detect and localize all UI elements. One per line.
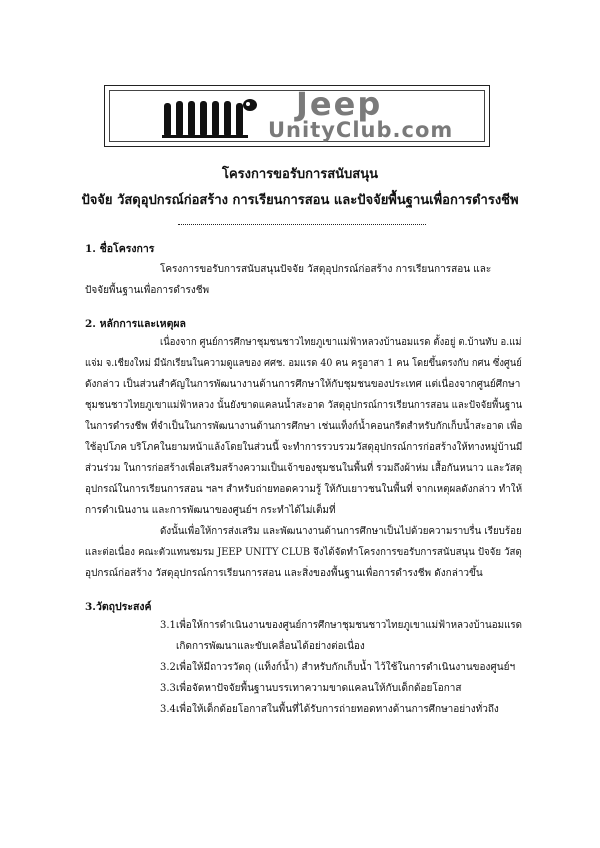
section-2-line: ส่วนร่วม ในการก่อสร้างเพื่อเสริมสร้างความเป็นเจ้าของชุมชนในพื้นที่ รวมถึงผ้าห่ม เสื้อกันหนาว และวัสดุ	[85, 463, 523, 474]
section-1-heading: 1. ชื่อโครงการ	[85, 243, 155, 255]
section-2-line: ดังกล่าว เป็นส่วนสำคัญในการพัฒนางานด้านการศึกษาให้กับชุมชนของประเทศ แต่เนื่องจากศูนย์ศึกษา	[85, 379, 521, 390]
section-2-line: เนื่องจาก ศูนย์การศึกษาชุมชนชาวไทยภูเขาแม่ฟ้าหลวงบ้านอมแรด ตั้งอยู่ ต.บ้านทับ อ.แม่	[160, 337, 522, 348]
section-2-line: ในการดำรงชีพ ที่จำเป็นในการพัฒนางานด้านการศึกษา เช่นแท็งก์น้ำคอนกรีตสำหรับกักเก็บน้ำสะอาด เพื่อ	[85, 421, 523, 432]
section-1-line: โครงการขอรับการสนับสนุนปัจจัย วัสดุอุปกรณ์ก่อสร้าง การเรียนการสอน และ	[160, 264, 492, 275]
objective-number: 3.3	[160, 683, 176, 694]
logo-text-unityclub: UnityClub.com	[268, 118, 454, 142]
section-2-line: อุปกรณ์ในการเรียนการสอน ฯลฯ สำหรับถ่ายทอดความรู้ ให้กับเยาวชนในพื้นที่ จากเหตุผลดังกล่าว ทำให้	[85, 484, 523, 495]
objective-text: เพื่อให้การดำเนินงานของศูนย์การศึกษาชุมชนชาวไทยภูเขาแม่ฟ้าหลวงบ้านอมแรด	[176, 620, 523, 631]
dotted-divider	[178, 224, 426, 225]
objective-text: เกิดการพัฒนาและขับเคลื่อนได้อย่างต่อเนื่อง	[176, 641, 365, 652]
section-2-line: การดำเนินงาน และการพัฒนาของศูนย์ฯ กระทำได้ไม่เต็มที่	[85, 505, 336, 516]
section-2-line: อุปกรณ์ก่อสร้าง วัสดุอุปกรณ์การเรียนการสอน และสิ่งของพื้นฐานเพื่อการดำรงชีพ ดังกล่าวขึ้น	[85, 568, 483, 579]
section-1-line: ปัจจัยพื้นฐานเพื่อการดำรงชีพ	[85, 285, 210, 296]
objective-text: เพื่อจัดหาปัจจัยพื้นฐานบรรเทาความขาดแคลนให้กับเด็กด้อยโอกาส	[176, 683, 462, 694]
objective-number: 3.4	[160, 704, 176, 715]
section-2-line: ชุมชนชาวไทยภูเขาแม่ฟ้าหลวง นั้นยังขาดแคลนน้ำสะอาด วัสดุอุปกรณ์การเรียนการสอน และปัจจัยพื้นฐาน	[85, 400, 523, 411]
section-2-line: ใช้อุปโภค บริโภคในยามหน้าแล้งโดยในส่วนนี้ จะทำการรวบรวมวัสดุอุปกรณ์การก่อสร้างให้ทางหมู่บ้านมี	[85, 442, 523, 453]
logo-text-jeep: Jeep	[296, 85, 383, 123]
section-2-line: และต่อเนื่อง คณะตัวแทนชมรม JEEP UNITY CLUB จึงได้จัดทำโครงการขอรับการสนับสนุน ปัจจัย วัสดุ	[85, 547, 522, 558]
section-3-heading: 3.วัตถุประสงค์	[85, 601, 152, 613]
objective-number: 3.1	[160, 620, 176, 631]
section-2-line: แจ่ม จ.เชียงใหม่ มีนักเรียนในความดูแลของ ศศช. อมแรด 40 คน ครูอาสา 1 คน โดยขึ้นตรงกับ กศน ซึ่งศูนย์	[85, 358, 522, 369]
section-2-line: ดังนั้นเพื่อให้การส่งเสริม และพัฒนางานด้านการศึกษาเป็นไปด้วยความราบรื่น เรียบร้อย	[160, 526, 522, 537]
section-2-heading: 2. หลักการและเหตุผล	[85, 318, 186, 330]
objective-text: เพื่อให้มีถาวรวัตถุ (แท็งก์น้ำ) สำหรับกักเก็บน้ำ ไว้ใช้ในการดำเนินงานของศูนย์ฯ	[176, 662, 516, 673]
document-subtitle: ปัจจัย วัสดุอุปกรณ์ก่อสร้าง การเรียนการสอน และปัจจัยพื้นฐานเพื่อการดำรงชีพ	[81, 193, 519, 208]
objective-text: เพื่อให้เด็กด้อยโอกาสในพื้นที่ได้รับการถ่ายทอดทางด้านการศึกษาอย่างทั่วถึง	[176, 704, 499, 715]
objective-number: 3.2	[160, 662, 176, 673]
document-title: โครงการขอรับการสนับสนุน	[221, 167, 379, 182]
jeep-grille-logo-icon	[162, 95, 258, 141]
